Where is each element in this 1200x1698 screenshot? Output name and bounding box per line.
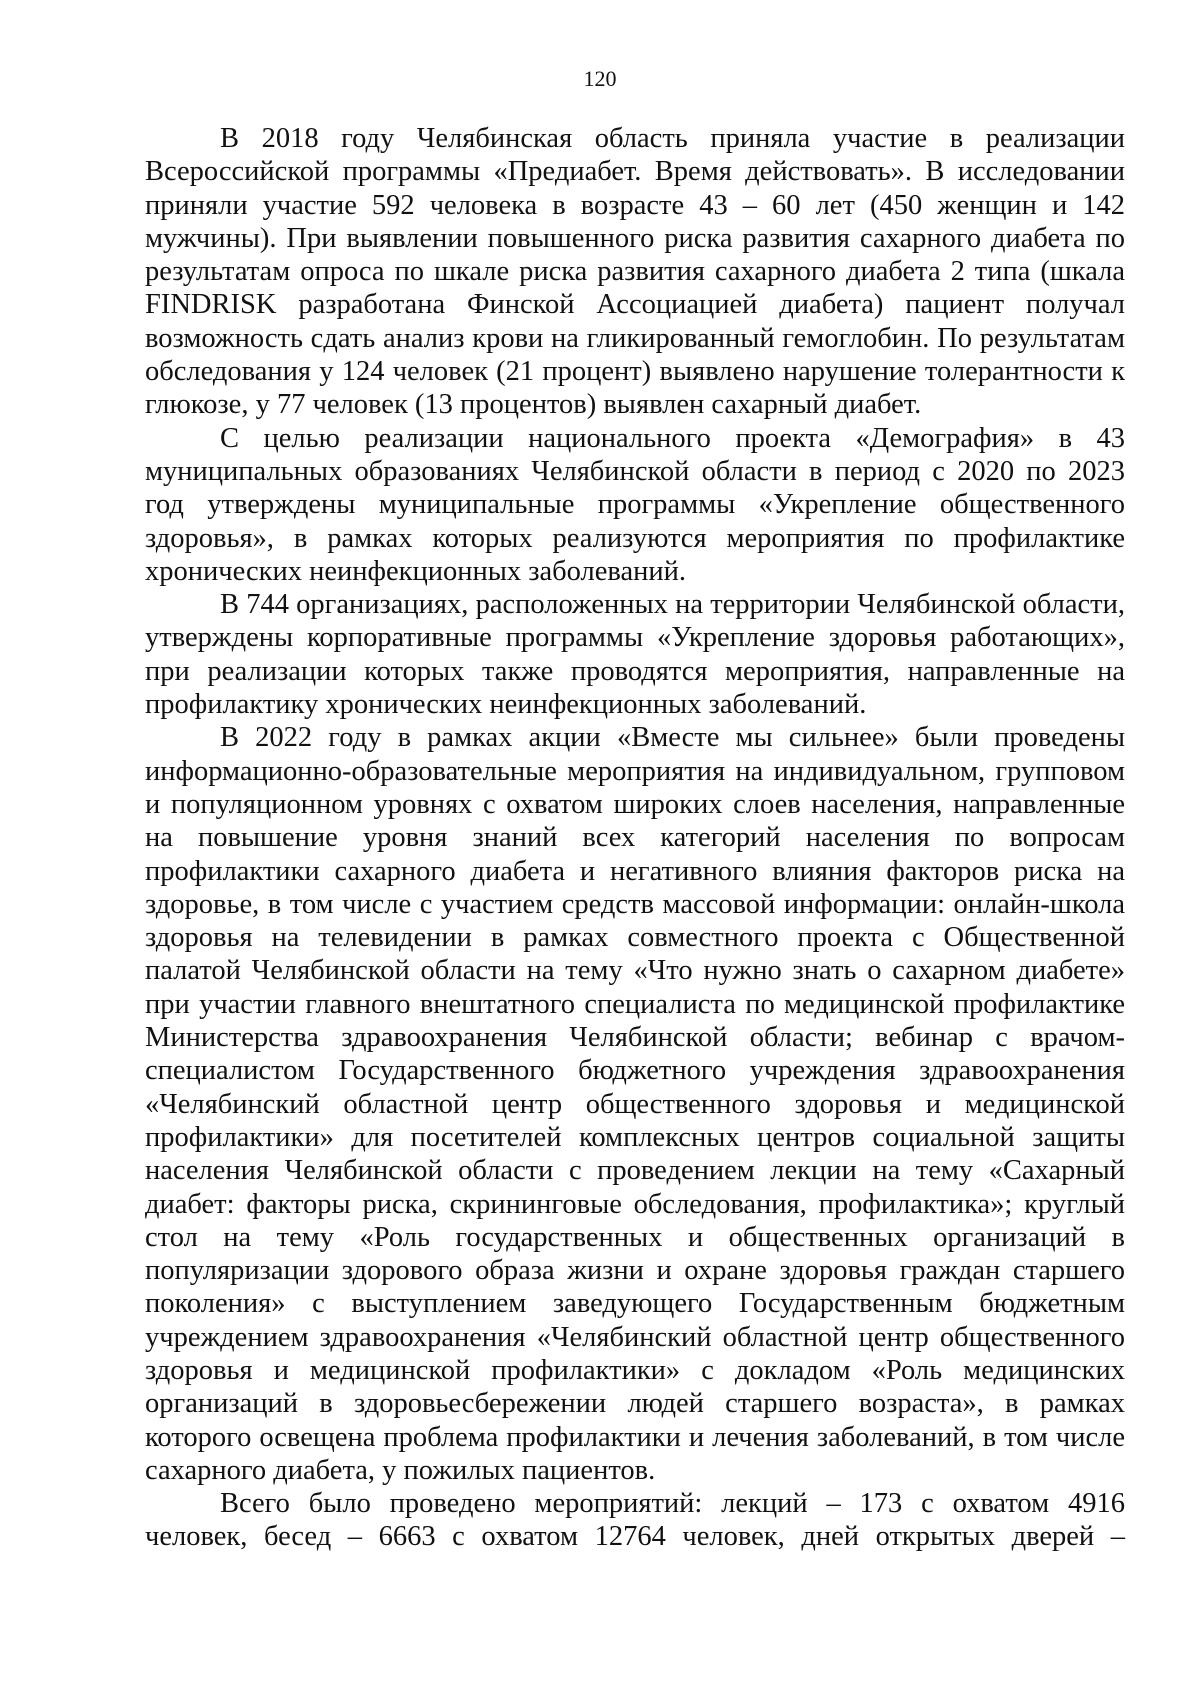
- paragraph-events-summary: Всего было проведено мероприятий: лекций – 173 с охватом 4916 человек, бесед – 6663 с охватом 12764 человек, дней открытых дверей –: [145, 1488, 1125, 1553]
- page-number: 120: [583, 66, 617, 91]
- paragraph-prediabetes-program: В 2018 году Челябинская область приняла участие в реализации Всероссийской программы «Предиабет. Время действовать». В исследовании приняли участие 592 человека в возрасте 43 – 60 лет (450 женщин и 142 мужчины). При выявлении повышенного риска развития сахарного диабета по результатам опроса по шкале риска развития сахарного диабета 2 типа (шкала FINDRISK разработана Финской Ассоциацией диабета) пациент получал возможность сдать анализ крови на гликированный гемоглобин. По результатам обследования у 124 человек (21 процент) выявлено нарушение толерантности к глюкозе, у 77 человек (13 процентов) выявлен сахарный диабет.: [145, 123, 1125, 421]
- paragraph-together-stronger-campaign: В 2022 году в рамках акции «Вместе мы сильнее» были проведены информационно-образовательные мероприятия на индивидуальном, групповом и популяционном уровнях с охватом широких слоев населения, направленные на повышение уровня знаний всех категорий населения по вопросам профилактики сахарного диабета и негативного влияния факторов риска на здоровье, в том числе с участием средств массовой информации: онлайн-школа здоровья на телевидении в рамках совместного проекта с Общественной палатой Челябинской области на тему «Что нужно знать о сахарном диабете» при участии главного внештатного специалиста по медицинской профилактике Министерства здравоохранения Челябинской области; вебинар с врачом-специалистом Государственного бюджетного учреждения здравоохранения «Челябинский областной центр общественного здоровья и медицинской профилактики» для посетителей комплексных центров социальной защиты населения Челябинской области с проведением лекции на тему «Сахарный диабет: факторы риска, скрининговые обследования, профилактика»; круглый стол на тему «Роль государственных и общественных организаций в популяризации здорового образа жизни и охране здоровья граждан старшего поколения» с выступлением заведующего Государственным бюджетным учреждением здравоохранения «Челябинский областной центр общественного здоровья и медицинской профилактики» с докладом «Роль медицинских организаций в здоровьесбережении людей старшего возраста», в рамках которого освещена проблема профилактики и лечения заболеваний, в том числе сахарного диабета, у пожилых пациентов.: [145, 722, 1125, 1486]
- paragraph-demography-project: С целью реализации национального проекта «Демография» в 43 муниципальных образованиях Челябинской области в период с 2020 по 2023 год утверждены муниципальные программы «Укрепление общественного здоровья», в рамках которых реализуются мероприятия по профилактике хронических неинфекционных заболеваний.: [145, 422, 1125, 587]
- paragraph-corporate-programs: В 744 организациях, расположенных на территории Челябинской области, утверждены корпоративные программы «Укрепление здоровья работающих», при реализации которых также проводятся мероприятия, направленные на профилактику хронических неинфекционных заболеваний.: [145, 589, 1125, 721]
- document-body: [145, 122, 1125, 1554]
